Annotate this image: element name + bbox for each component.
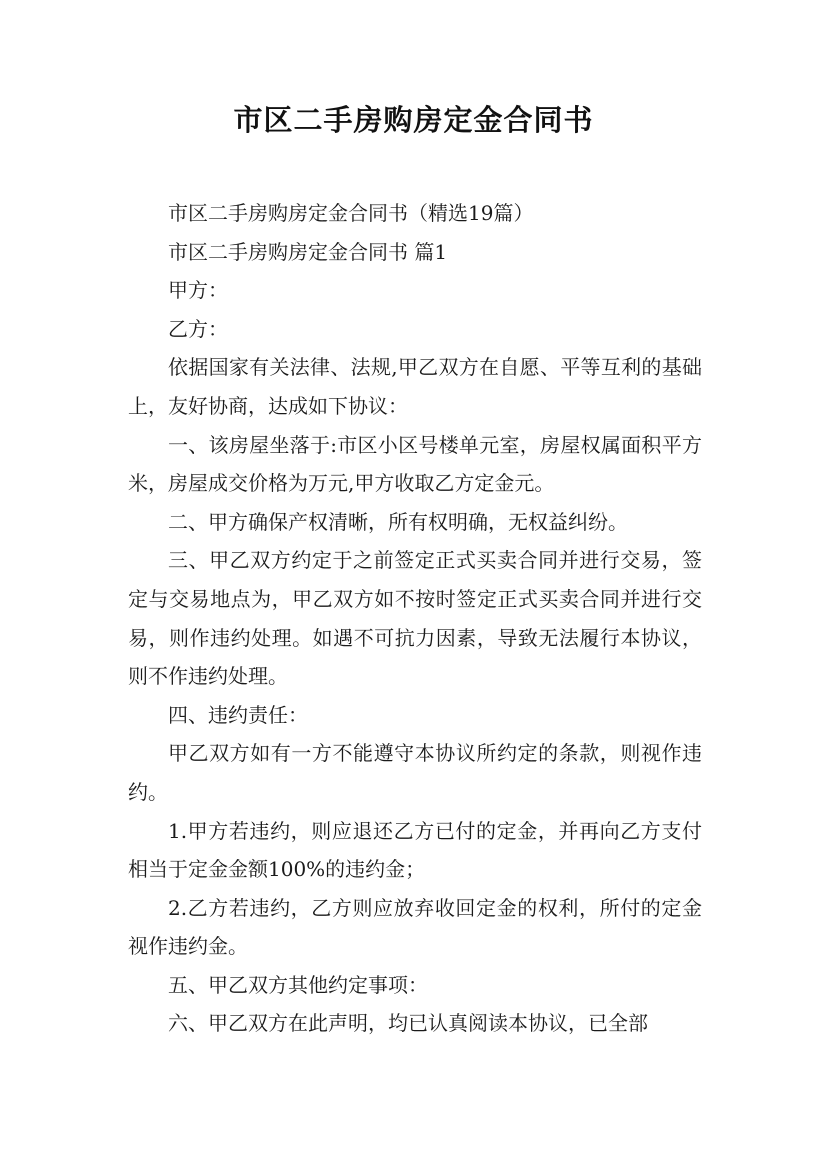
paragraph-clause-2: 二、甲方确保产权清晰，所有权明确，无权益纠纷。 [168,509,628,534]
paragraph-clause-5: 五、甲乙双方其他约定事项： [168,972,428,997]
paragraph-party-b: 乙方： [168,316,228,341]
document-title: 市区二手房购房定金合同书 [233,103,594,137]
paragraph-clause-6: 六、甲乙双方在此声明，均已认真阅读本协议，已全部 [168,1011,648,1036]
paragraph-clause-4-item-2: 2.乙方若违约，乙方则应放弃收回定金的权利，所付的定金视作违约金。 [128,895,702,959]
paragraph-clause-4-heading: 四、违约责任： [168,702,308,727]
document-body [128,194,702,1043]
paragraph-section-heading: 市区二手房购房定金合同书 篇1 [168,239,448,264]
paragraph-clause-4-item-1: 1.甲方若违约，则应退还乙方已付的定金，并再向乙方支付相当于定金金额100%的违约金； [128,818,702,882]
paragraph-party-a: 甲方： [168,278,228,303]
paragraph-subtitle: 市区二手房购房定金合同书（精选19篇） [168,201,534,225]
paragraph-clause-4-text: 甲乙双方如有一方不能遵守本协议所约定的条款，则视作违约。 [128,741,702,804]
paragraph-clause-3: 三、甲乙双方约定于之前签定正式买卖合同并进行交易，签定与交易地点为，甲乙双方如不按时签定正式买卖合同并进行交易，则作违约处理。如遇不可抗力因素，导致无法履行本协议，则不作违约处理。 [128,548,702,689]
paragraph-preamble: 依据国家有关法律、法规,甲乙双方在自愿、平等互利的基础上，友好协商，达成如下协议： [128,355,702,418]
paragraph-clause-1: 一、该房屋坐落于:市区小区号楼单元室，房屋权属面积平方米，房屋成交价格为万元,甲方收取乙方定金元。 [128,432,702,496]
